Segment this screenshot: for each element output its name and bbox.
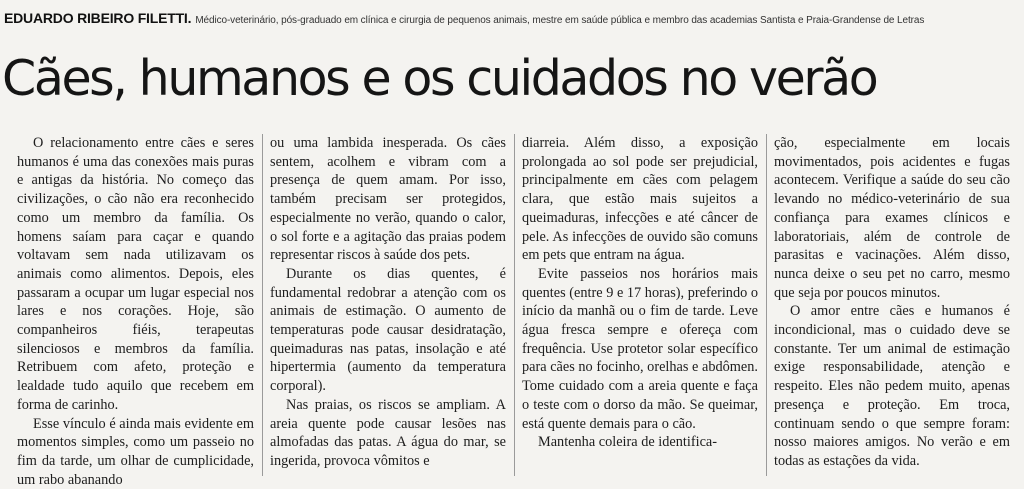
paragraph: Durante os dias quentes, é fundamental redobrar a atenção com os animais de estimação. O aumento de temperaturas pode causar desidratação, queimaduras nas patas, insolação e até hipertermia (aumento da temperatura corporal). [270, 265, 506, 395]
paragraph: Mantenha coleira de identifica- [538, 434, 718, 451]
paragraph-continued: ção, especialmente em locais movimentados, pois acidentes e fugas acontecem. Verifique a saúde do seu cão levando no médico-veterinário de sua confiança para exames clínicos e laboratoriais, além de controle de parasitas e vacinações. Além disso, nunca deixe o seu pet no carro, mesmo que seja por poucos minutos. [774, 135, 1010, 301]
article-column-2 [262, 134, 514, 476]
article-column-1 [10, 134, 262, 488]
paragraph: Esse vínculo é ainda mais evidente em momentos simples, como um passeio no fim da tarde, um olhar de cumplicidade, um rabo abanando [17, 415, 254, 488]
article-column-3 [514, 134, 766, 476]
author-bio: Médico-veterinário, pós-graduado em clínica e cirurgia de pequenos animais, mestre em saúde pública e membro das academias Santista e Praia-Grandense de Letras [195, 15, 925, 26]
paragraph: O relacionamento entre cães e seres humanos é uma das conexões mais puras e antigas da história. No começo das civilizações, o cão não era reconhecido como um membro da família. Os homens saíam para caçar e quando voltavam sem nada utilizavam os animais como alimentos. Depois, eles passaram a ocupar um lugar especial nos lares e nos corações. Hoje, são companheiros fiéis, terapeutas silenciosos e membros da família. Retribuem com afeto, proteção e lealdade tudo aquilo que recebem em forma de carinho. [17, 135, 254, 413]
article-headline: Cães, humanos e os cuidados no verão [2, 50, 877, 107]
article-body [10, 134, 1018, 488]
article-column-4 [766, 134, 1018, 476]
paragraph: Nas praias, os riscos se ampliam. A areia quente pode causar lesões nas almofadas das patas. A água do mar, se ingerida, provoca vômitos e [270, 396, 506, 469]
paragraph-continued: ou uma lambida inesperada. Os cães sentem, acolhem e vibram com a presença de quem amam. Por isso, também precisam ser protegidos, especialmente no verão, quando o calor, o sol forte e a agitação das praias podem representar riscos à saúde dos pets. [270, 135, 506, 264]
paragraph-continued: diarreia. Além disso, a exposição prolongada ao sol pode ser prejudicial, principalmente em cães com pelagem clara, que estão mais sujeitos a queimaduras, infecções e até câncer de pele. As infecções de ouvido são comuns em pets que entram na água. [522, 135, 758, 264]
byline [4, 9, 1022, 30]
paragraph: Evite passeios nos horários mais quentes (entre 9 e 17 horas), preferindo o início da manhã ou o fim de tarde. Leve água fresca sempre e ofereça com frequência. Use protetor solar específico para cães no focinho, orelhas e abdômen. Tome cuidado com a areia quente e faça o teste com o dorso da mão. Se queimar, está quente demais para o cão. [522, 265, 758, 432]
author-name: EDUARDO RIBEIRO FILETTI. [4, 10, 192, 26]
paragraph: O amor entre cães e humanos é incondicional, mas o cuidado deve se constante. Ter um animal de estimação exige responsabilidade, atenção e respeito. Eles não pedem muito, apenas presença e proteção. Em troca, continuam sendo o que sempre foram: nosso maiores amigos. No verão e em todas as estações da vida. [774, 303, 1010, 469]
